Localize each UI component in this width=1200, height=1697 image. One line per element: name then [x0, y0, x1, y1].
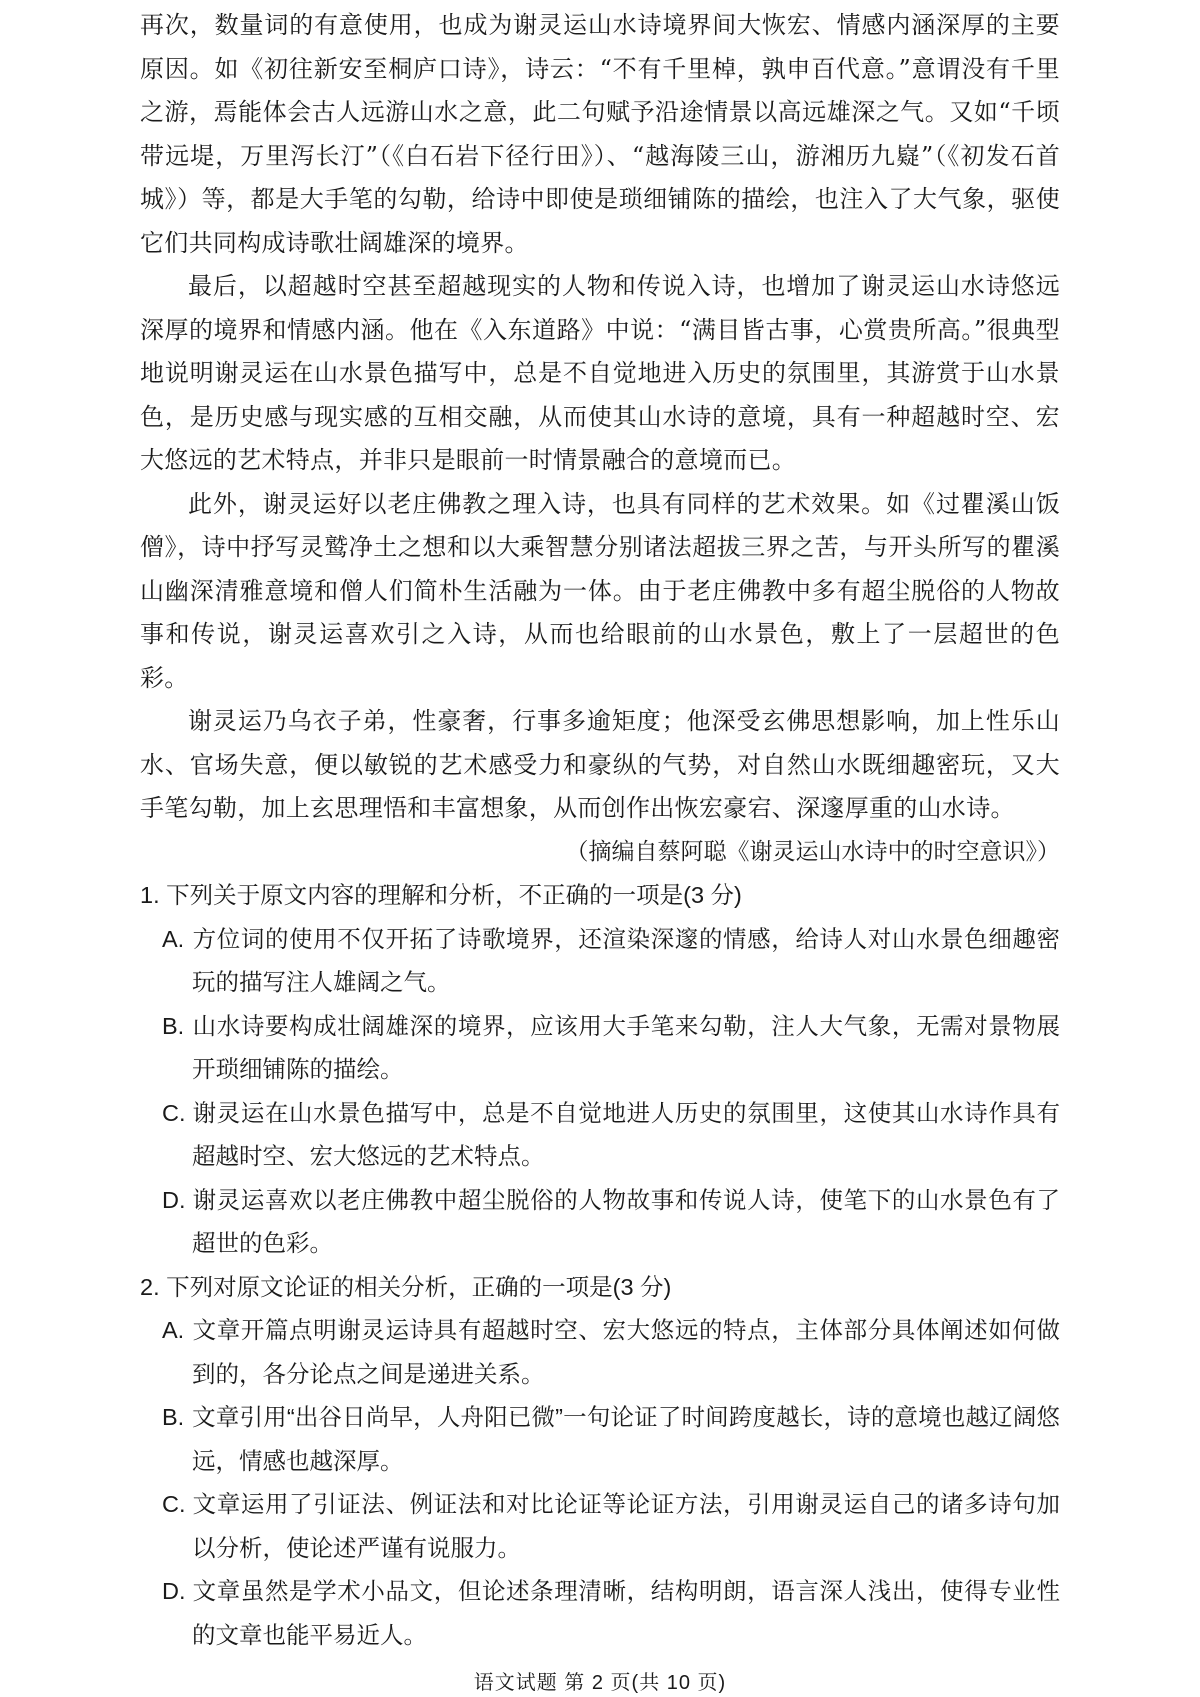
option-text: 山水诗要构成壮阔雄深的境界，应该用大手笔来勾勒，注人大气象，无需对景物展开琐细铺陈的描绘。 [192, 1012, 1060, 1082]
option-c[interactable] [140, 1092, 1060, 1179]
option-text: 谢灵运喜欢以老庄佛教中超尘脱俗的人物故事和传说人诗，使笔下的山水景色有了超世的色彩。 [192, 1186, 1060, 1256]
option-letter: D. [162, 1186, 186, 1213]
question-stem: 2. 下列对原文论证的相关分析，正确的一项是(3 分) [140, 1273, 672, 1300]
option-text: 文章开篇点明谢灵运诗具有超越时空、宏大悠远的特点，主体部分具体阐述如何做到的，各分论点之间是递进关系。 [192, 1317, 1060, 1387]
option-a[interactable] [140, 918, 1060, 1005]
option-letter: B. [162, 1404, 185, 1430]
option-text: 文章运用了引证法、例证法和对比论证等论证方法，引用谢灵运自己的诸多诗句加以分析，使论述严谨有说服力。 [192, 1491, 1060, 1561]
option-letter: C. [162, 1491, 186, 1517]
question-list [140, 874, 1060, 1657]
passage-source: （摘编自蔡阿聪《谢灵运山水诗中的时空意识》） [565, 838, 1060, 865]
exam-page [140, 4, 1060, 1657]
option-letter: A. [162, 925, 185, 952]
passage-paragraph-3: 此外，谢灵运好以老庄佛教之理入诗，也具有同样的艺术效果。如《过瞿溪山饭僧》，诗中抒写灵鹫净土之想和以大乘智慧分别诸法超拔三界之苦，与开头所写的瞿溪山幽深清雅意境和僧人们简朴生活融为一体。由于老庄佛教中多有超尘脱俗的人物故事和传说，谢灵运喜欢引之入诗，从而也给眼前的山水景色，敷上了一层超世的色彩。 [140, 489, 1060, 692]
option-text: 方位词的使用不仅开拓了诗歌境界，还渲染深邃的情感，给诗人对山水景色细趣密玩的描写注人雄阔之气。 [192, 925, 1060, 995]
option-letter: D. [162, 1578, 186, 1604]
option-letter: C. [162, 1099, 186, 1126]
passage-paragraph-1: 再次，数量词的有意使用，也成为谢灵运山水诗境界间大恢宏、情感内涵深厚的主要原因。如《初往新安至桐庐口诗》，诗云：“不有千里棹，孰申百代意。”意谓没有千里之游，焉能体会古人远游山水之意，此二句赋予沿途情景以高远雄深之气。又如“千顷带远堤，万里泻长汀”（《白石岩下径行田》）、“越海陵三山，游湘历九嶷”（《初发石首城》）等，都是大手笔的勾勒，给诗中即使是琐细铺陈的描绘，也注入了大气象，驱使它们共同构成诗歌壮阔雄深的境界。 [140, 11, 1060, 257]
option-text: 文章引用“出谷日尚早，人舟阳已微”一句论证了时间跨度越长，诗的意境也越辽阔悠远，情感也越深厚。 [192, 1404, 1060, 1474]
option-text: 文章虽然是学术小品文，但论述条理清晰，结构明朗，语言深人浅出，使得专业性的文章也能平易近人。 [192, 1578, 1060, 1648]
passage-paragraph-4: 谢灵运乃乌衣子弟，性豪奢，行事多逾矩度；他深受玄佛思想影响，加上性乐山水、官场失意，便以敏锐的艺术感受力和豪纵的气势，对自然山水既细趣密玩，又大手笔勾勒，加上玄思理悟和丰富想象，从而创作出恢宏豪宕、深邃厚重的山水诗。 [140, 707, 1060, 822]
reading-passage [140, 4, 1060, 874]
option-d[interactable] [140, 1179, 1060, 1266]
option-a[interactable] [140, 1309, 1060, 1396]
question-1 [140, 874, 1060, 1266]
question-2 [140, 1266, 1060, 1658]
page-footer: 语文试题 第 2 页(共 10 页) [473, 1672, 727, 1694]
option-b[interactable] [140, 1396, 1060, 1483]
option-d[interactable] [140, 1570, 1060, 1657]
option-letter: B. [162, 1012, 185, 1039]
option-c[interactable] [140, 1483, 1060, 1570]
question-stem: 1. 下列关于原文内容的理解和分析，不正确的一项是(3 分) [140, 882, 742, 908]
option-b[interactable] [140, 1005, 1060, 1092]
option-letter: A. [162, 1317, 185, 1343]
passage-paragraph-2: 最后，以超越时空甚至超越现实的人物和传说入诗，也增加了谢灵运山水诗悠远深厚的境界和情感内涵。他在《入东道路》中说：“满目皆古事，心赏贵所高。”很典型地说明谢灵运在山水景色描写中，总是不自觉地进入历史的氛围里，其游赏于山水景色，是历史感与现实感的互相交融，从而使其山水诗的意境，具有一种超越时空、宏大悠远的艺术特点，并非只是眼前一时情景融合的意境而已。 [140, 272, 1060, 474]
option-text: 谢灵运在山水景色描写中，总是不自觉地进人历史的氛围里，这使其山水诗作具有超越时空、宏大悠远的艺术特点。 [192, 1099, 1060, 1169]
